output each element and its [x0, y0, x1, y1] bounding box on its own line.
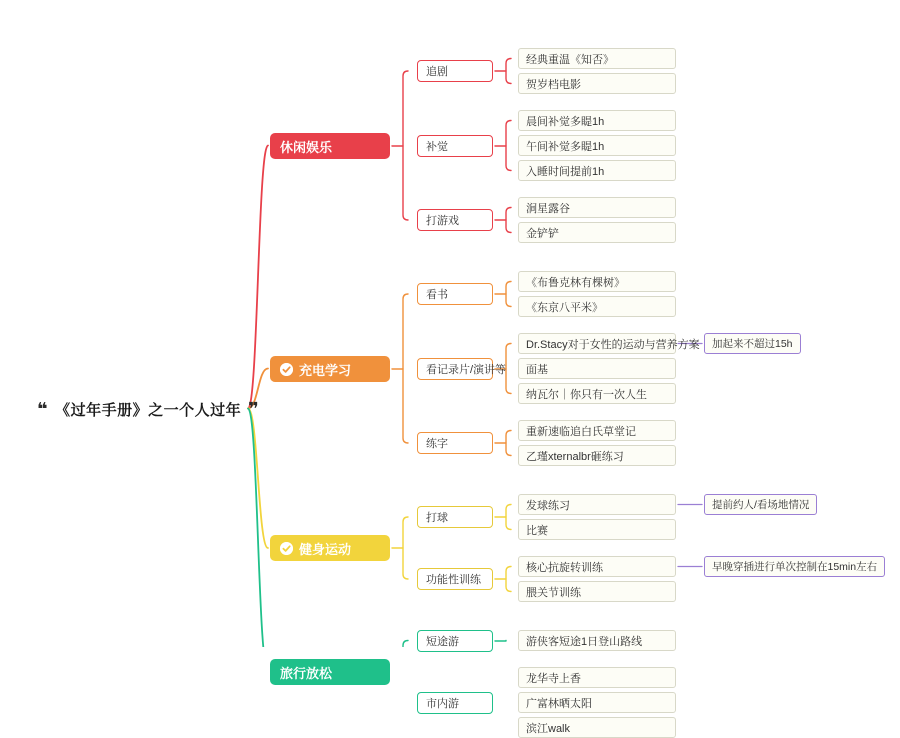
leaf-label: 腲关节训练 [526, 586, 581, 599]
note-label: 加起来不超过15h [712, 338, 793, 350]
leaf-node[interactable] [518, 667, 676, 688]
main-topic-node[interactable] [270, 133, 390, 159]
leaf-label: 游侠客短途1日登山路线 [526, 635, 643, 648]
main-topic-node[interactable] [270, 659, 390, 685]
sub-topic-label: 追剧 [426, 66, 448, 78]
leaf-node[interactable] [518, 271, 676, 292]
leaf-node[interactable] [518, 222, 676, 243]
leaf-node[interactable] [518, 630, 676, 651]
sub-topic-label: 市内游 [426, 698, 459, 710]
leaf-node[interactable] [518, 692, 676, 713]
sub-topic-node[interactable] [417, 432, 493, 454]
leaf-label: 贺岁档电影 [526, 78, 581, 91]
leaf-node[interactable] [518, 135, 676, 156]
leaf-node[interactable] [518, 333, 700, 354]
quote-close-icon: ❞ [248, 398, 260, 419]
sub-topic-label: 看记录片/演讲等 [426, 364, 507, 376]
sub-topic-node[interactable] [417, 60, 493, 82]
sub-topic-label: 练字 [426, 438, 448, 450]
leaf-label: 比赛 [526, 524, 548, 537]
leaf-label: 《布鲁克林有棵树》 [526, 276, 625, 289]
main-topic-node[interactable] [270, 535, 390, 561]
leaf-node[interactable] [518, 581, 676, 602]
sub-topic-label: 看书 [426, 289, 448, 301]
sub-topic-node[interactable] [417, 506, 493, 528]
leaf-label: 入睡时间提前1h [526, 165, 605, 178]
sub-topic-node[interactable] [417, 283, 493, 305]
leaf-label: 乙瑾xternalbr砸练习 [526, 450, 624, 463]
main-topic-label: 健身运动 [299, 541, 352, 557]
leaf-label: Dr.Stacy对于女性的运动与营养方案 [526, 338, 700, 351]
leaf-label: 晨间补觉多睼1h [526, 115, 605, 128]
leaf-label: 金铲铲 [526, 227, 559, 240]
main-topic-label: 旅行放松 [280, 665, 333, 681]
sub-topic-label: 短途游 [426, 636, 459, 648]
leaf-node[interactable] [518, 197, 676, 218]
leaf-node[interactable] [518, 420, 676, 441]
leaf-label: 经典重温《知否》 [526, 53, 614, 66]
note-node[interactable] [704, 494, 817, 515]
sub-topic-node[interactable] [417, 209, 493, 231]
leaf-label: 涧星露谷 [526, 202, 570, 215]
leaf-label: 面基 [526, 363, 548, 376]
leaf-label: 午间补觉多睼1h [526, 140, 605, 153]
sub-topic-node[interactable] [417, 692, 493, 714]
sub-topic-label: 功能性训练 [426, 574, 481, 586]
leaf-node[interactable] [518, 48, 676, 69]
sub-topic-node[interactable] [417, 135, 493, 157]
sub-topic-label: 补觉 [426, 141, 448, 153]
leaf-label: 广富林晒太阳 [526, 697, 592, 710]
leaf-node[interactable] [518, 494, 676, 515]
leaf-label: 滨江walk [526, 722, 571, 735]
leaf-node[interactable] [518, 556, 676, 577]
sub-topic-node[interactable] [417, 358, 507, 380]
leaf-node[interactable] [518, 110, 676, 131]
root-node[interactable] [30, 396, 266, 422]
leaf-node[interactable] [518, 717, 676, 738]
quote-open-icon: ❝ [37, 398, 49, 419]
root-label: 《过年手册》之一个人过年 [55, 401, 242, 419]
leaf-label: 发球练习 [526, 499, 570, 512]
leaf-node[interactable] [518, 73, 676, 94]
sub-topic-node[interactable] [417, 568, 493, 590]
leaf-label: 核心抗旋转训练 [526, 561, 603, 574]
note-node[interactable] [704, 556, 885, 577]
sub-topic-label: 打游戏 [426, 215, 459, 227]
leaf-label: 《东京八平米》 [526, 301, 603, 314]
check-circle-icon [280, 542, 293, 555]
leaf-node[interactable] [518, 160, 676, 181]
leaf-label: 纳瓦尔｜你只有一次人生 [526, 388, 647, 401]
leaf-node[interactable] [518, 383, 676, 404]
leaf-label: 重新速临追白氏草堂记 [526, 425, 636, 438]
main-topic-label: 休闲娱乐 [280, 139, 333, 155]
leaf-node[interactable] [518, 296, 676, 317]
note-node[interactable] [704, 333, 801, 354]
leaf-node[interactable] [518, 445, 676, 466]
sub-topic-label: 打球 [426, 512, 448, 524]
main-topic-node[interactable] [270, 356, 390, 382]
leaf-label: 龙华寺上香 [526, 672, 581, 685]
note-label: 早晚穿插进行单次控制在15min左右 [712, 561, 878, 573]
leaf-node[interactable] [518, 358, 676, 379]
note-label: 提前约人/看场地情况 [712, 499, 810, 511]
sub-topic-node[interactable] [417, 630, 493, 652]
leaf-node[interactable] [518, 519, 676, 540]
check-circle-icon [280, 363, 293, 376]
main-topic-label: 充电学习 [299, 362, 352, 378]
